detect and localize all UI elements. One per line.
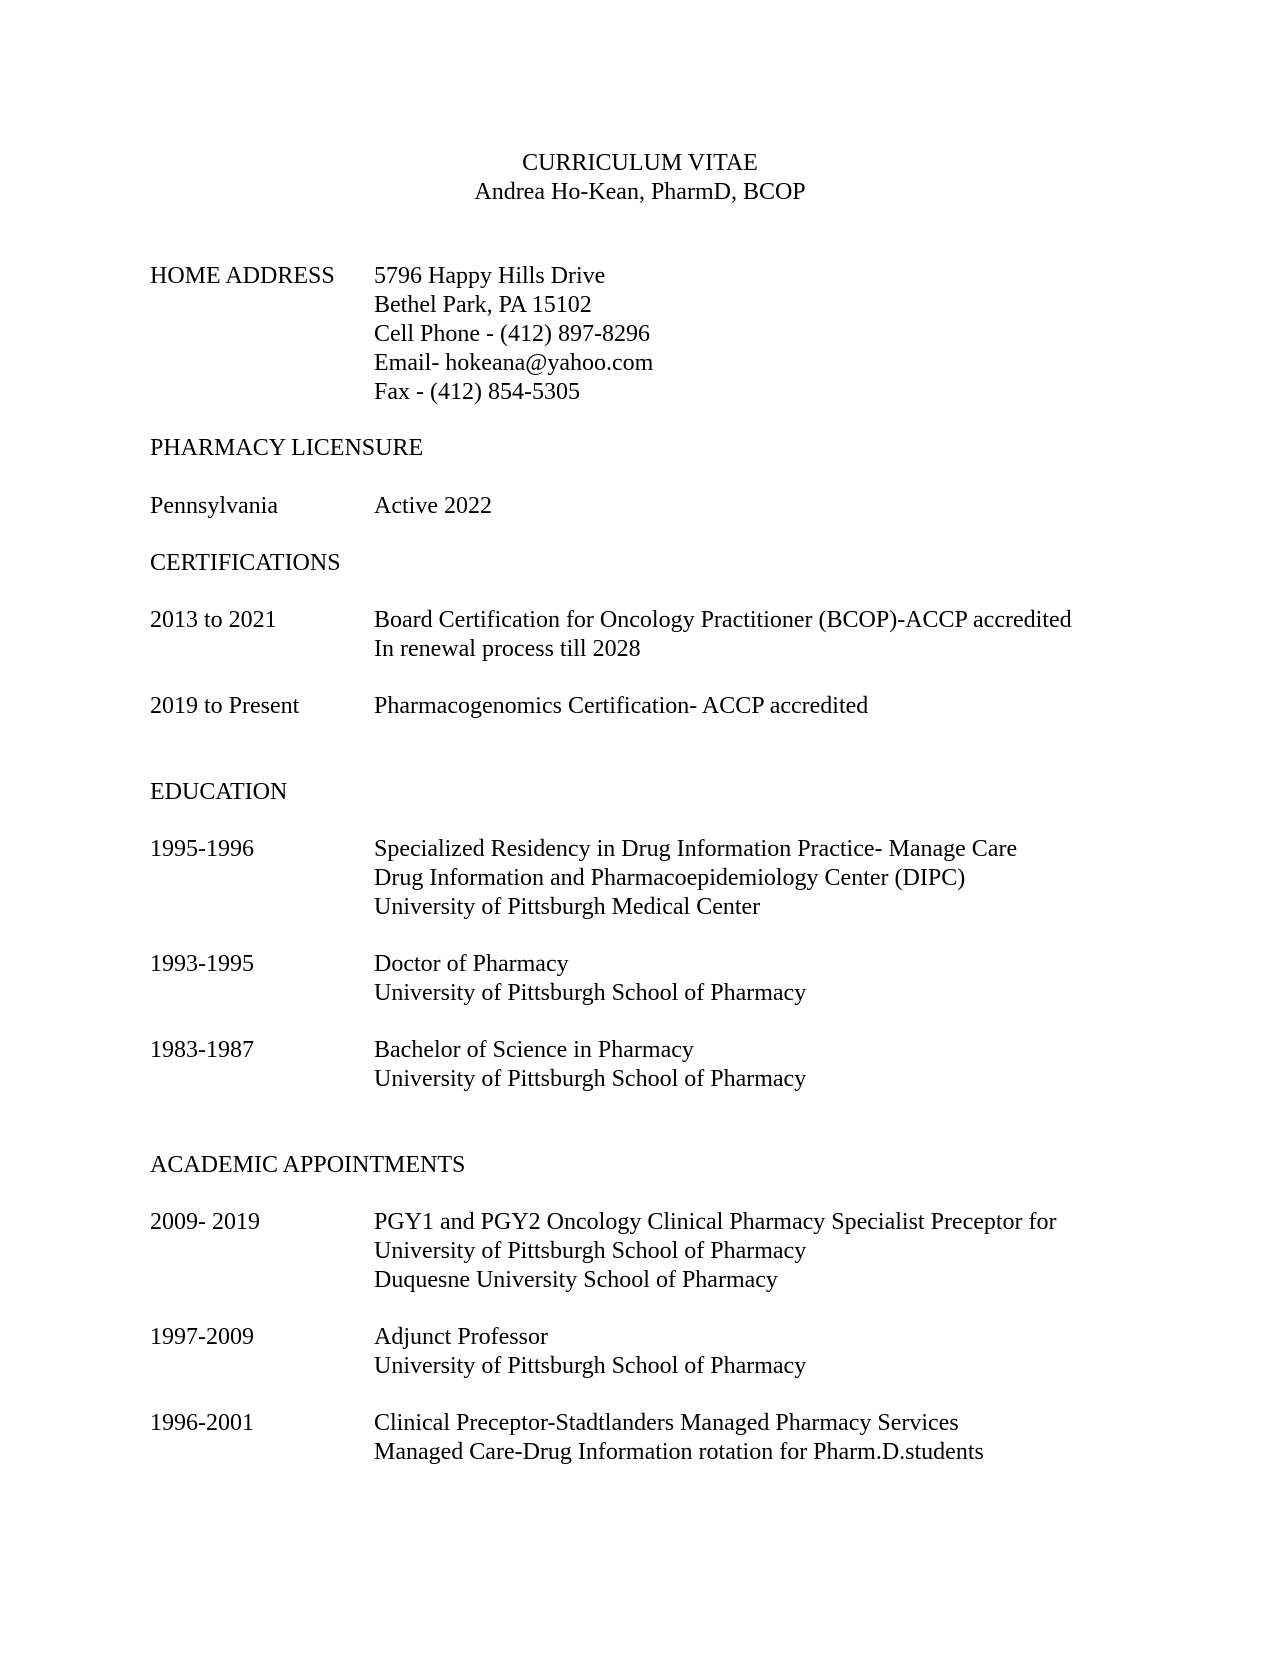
education-dates: 1995-1996 [150,836,254,862]
cv-header [0,149,1280,207]
appointment-dates: 2009- 2019 [150,1209,260,1235]
education-line: Drug Information and Pharmacoepidemiology Center (DIPC) [374,865,966,891]
home-address-label: HOME ADDRESS [150,263,335,289]
education-line: University of Pittsburgh School of Pharmacy [374,1066,807,1092]
address-street: 5796 Happy Hills Drive [374,263,606,289]
home-address-lines [374,262,1154,407]
appointment-dates: 1996-2001 [150,1410,254,1436]
education-details [374,1036,1154,1094]
appointment-line: Adjunct Professor [374,1324,548,1350]
certification-dates: 2013 to 2021 [150,607,277,633]
education-line: University of Pittsburgh Medical Center [374,894,761,920]
appointment-line: Managed Care-Drug Information rotation for Pharm.D.students [374,1439,984,1465]
certification-line: Pharmacogenomics Certification- ACCP accredited [374,693,869,719]
education-dates: 1993-1995 [150,951,254,977]
address-cell-phone: Cell Phone - (412) 897-8296 [374,321,650,347]
appointment-line: University of Pittsburgh School of Pharmacy [374,1353,807,1379]
appointment-dates: 1997-2009 [150,1324,254,1350]
licensure-status: Active 2022 [374,493,492,519]
appointment-line: PGY1 and PGY2 Oncology Clinical Pharmacy Specialist Preceptor for [374,1209,1057,1235]
licensure-details [374,492,1154,521]
certification-details [374,606,1154,664]
education-line: Bachelor of Science in Pharmacy [374,1037,694,1063]
certification-dates: 2019 to Present [150,693,300,719]
appointment-details [374,1409,1154,1467]
education-line: University of Pittsburgh School of Pharmacy [374,980,807,1006]
education-heading: EDUCATION [150,779,288,805]
appointment-line: Duquesne University School of Pharmacy [374,1267,778,1293]
certifications-heading: CERTIFICATIONS [150,550,341,576]
appointment-line: University of Pittsburgh School of Pharmacy [374,1238,807,1264]
education-line: Doctor of Pharmacy [374,951,569,977]
education-line: Specialized Residency in Drug Information Practice- Manage Care [374,836,1018,862]
certification-line: Board Certification for Oncology Practitioner (BCOP)-ACCP accredited [374,607,1072,633]
academic-appointments-heading: ACADEMIC APPOINTMENTS [150,1152,466,1178]
address-city: Bethel Park, PA 15102 [374,292,592,318]
appointment-details [374,1323,1154,1381]
document-title: CURRICULUM VITAE [522,150,758,176]
licensure-state: Pennsylvania [150,493,278,519]
address-email: Email- hokeana@yahoo.com [374,350,654,376]
appointment-line: Clinical Preceptor-Stadtlanders Managed Pharmacy Services [374,1410,959,1436]
address-fax: Fax - (412) 854-5305 [374,379,580,405]
certification-line: In renewal process till 2028 [374,636,641,662]
certification-details [374,692,1154,721]
education-dates: 1983-1987 [150,1037,254,1063]
appointment-details [374,1208,1154,1295]
licensure-heading: PHARMACY LICENSURE [150,435,424,461]
author-name: Andrea Ho-Kean, PharmD, BCOP [474,179,806,205]
education-details [374,950,1154,1008]
education-details [374,835,1154,922]
